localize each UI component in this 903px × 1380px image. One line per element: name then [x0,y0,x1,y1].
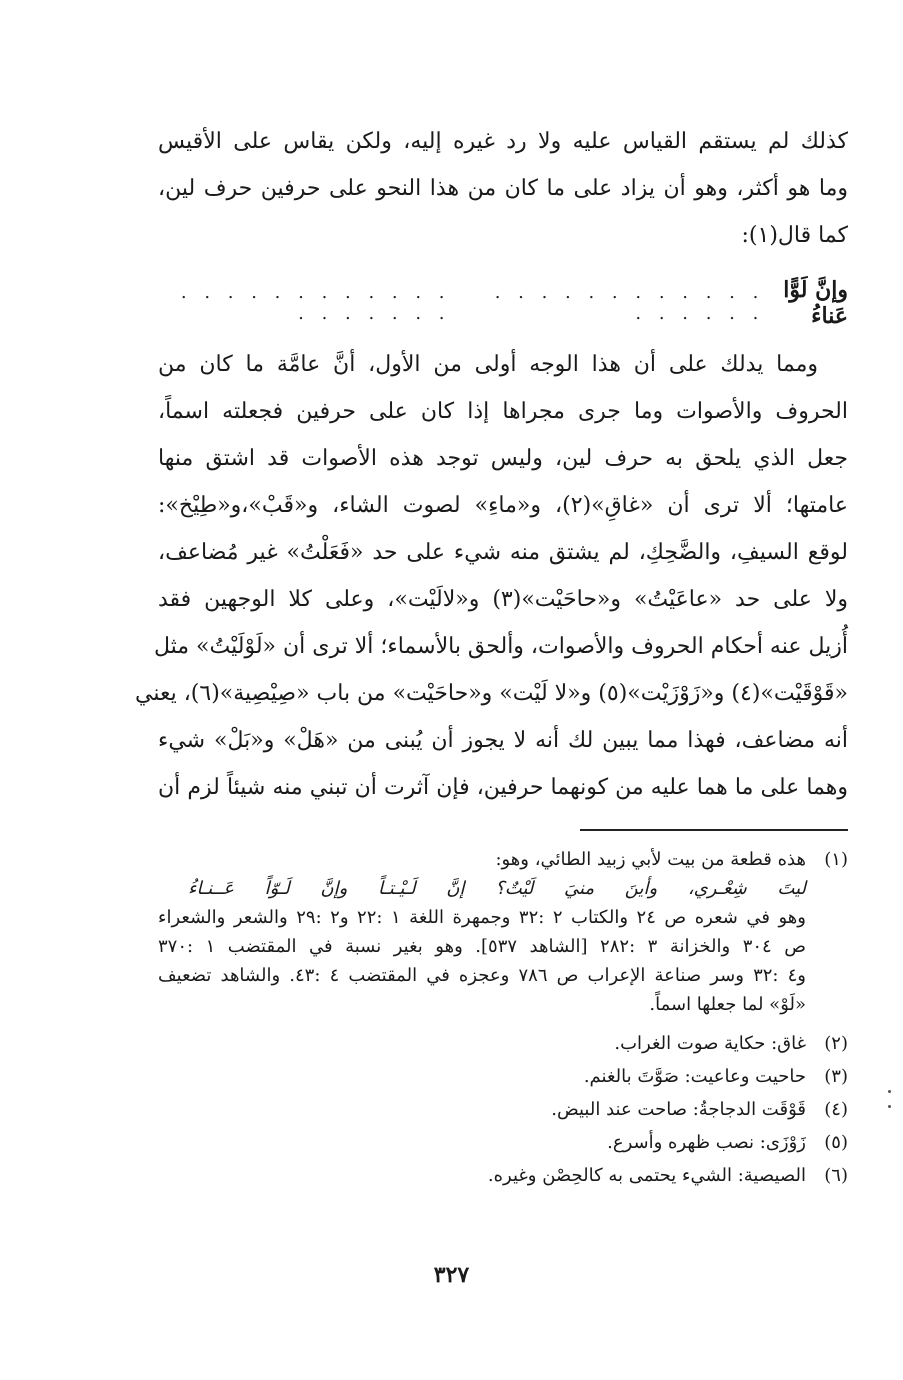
footnote-line: زَوْزَى: نصب ظهره وأسرع. [607,1132,806,1153]
text-line: الحروف والأصوات وما جرى مجراها إذا كان على حرفين فجعلته اسماً، [158,399,848,424]
text-line: أنه مضاعف، فهذا مما يبين لك أنه لا يجوز أن يُبنى من «هَلْ» و«بَلْ» شيء [158,728,848,753]
text-line: كما قال(١): [741,223,848,248]
text-line: «قَوْقَيْت»(٤) و«زَوْزَيْت»(٥) و«لا لَيْت» و«حاحَيْت» من باب «صِيْصِية»(٦)، يعني [134,681,848,706]
verse-line [158,277,848,329]
footnote-number: (٦) [824,1165,848,1186]
verse-hemistich: وإنَّ لَوًّا عَناءُ [783,277,848,329]
footnote-6 [158,1159,848,1192]
footnote-number: (٢) [824,1033,848,1054]
verse-dots-right: . . . . . . . . . . . . . . . . . . [494,282,765,324]
text-line: وما هو أكثر، وهو أن يزاد على ما كان من هذا النحو على حرفين حرف لين، [158,176,848,201]
verse-dots-left: . . . . . . . . . . . . . . . . . . . [180,282,451,324]
footnote-line: ص ٣٠٤ والخزانة ٣ :٢٨٢ [الشاهد ٥٣٧]. وهو بغير نسبة في المقتضب ١ :٣٧٠ [158,936,806,957]
footnote-number: (٤) [824,1099,848,1120]
footnote-line: قَوْقَت الدجاجةُ: صاحت عند البيض. [551,1099,806,1120]
margin-specks [888,1090,892,1120]
footnote-poem-line: ليتَ شِعْـري، وأينَ منيَ لَيْتٌ؟ إنَّ لَـيْـتـاً وإنَّ لَـوّاً عَــنـاءُ [188,878,806,899]
footnote-number: (١) [824,849,848,870]
footnotes [158,845,848,1192]
footnote-line: و٤ :٣٢ وسر صناعة الإعراب ص ٧٨٦ وعجزه في المقتضب ٤ :٤٣. والشاهد تضعيف [158,965,806,986]
page-number: ٣٢٧ [433,1262,470,1288]
footnote-line: هذه قطعة من بيت لأبي زبيد الطائي، وهو: [495,849,806,870]
text-line: ولا على حد «عاعَيْتُ» و«حاحَيْت»(٣) و«لالَيْت»، وعلى كلا الوجهين فقد [158,587,848,612]
short-footnotes [158,1027,848,1192]
footnote-number: (٥) [824,1132,848,1153]
footnote-2 [158,1027,848,1060]
footnote-separator [580,829,848,831]
footnote-body [158,845,806,1019]
footnote-3 [158,1060,848,1093]
footnote-4 [158,1093,848,1126]
text-line: ومما يدلك على أن هذا الوجه أولى من الأول، أنَّ عامَّة ما كان من [158,352,818,377]
footnote-line: غاق: حكاية صوت الغراب. [614,1033,806,1054]
text-line: كذلك لم يستقم القياس عليه ولا رد غيره إليه، ولكن يقاس على الأقيس [158,129,848,154]
text-line: وهما على ما هما عليه من كونهما حرفين، فإن آثرت أن تبني منه شيئاً لزم أن [158,775,848,800]
footnote-number: (٣) [824,1066,848,1087]
footnote-line: وهو في شعره ص ٢٤ والكتاب ٢ :٣٢ وجمهرة اللغة ١ :٢٢ و٢ :٢٩ والشعر والشعراء [158,907,806,928]
text-line: جعل الذي يلحق به حرف لين، وليس توجد هذه الأصوات قد اشتق منها [158,446,848,471]
footnote-line: «لَوْ» لما جعلها اسماً. [649,994,806,1015]
text-line: لوقع السيفِ، والضَّحِكِ، لم يشتق منه شيء على حد «فَعَلْتُ» غير مُضاعف، [158,540,849,565]
text-line: عامتها؛ ألا ترى أن «غاقِ»(٢)، و«ماءِ» لصوت الشاء، و«قَبْ»،و«طِيْخ»: [158,493,848,518]
footnote-line: حاحيت وعاعيت: صَوَّتَ بالغنم. [583,1066,806,1087]
footnote-line: الصيصية: الشيء يحتمى به كالحِصْن وغيره. [487,1165,806,1186]
main-text [134,118,849,811]
text-line: أُزيل عنه أحكام الحروف والأصوات، وألحق بالأسماء؛ ألا ترى أن «لَوْلَيْتُ» مثل [153,634,848,659]
footnote-5 [158,1126,848,1159]
footnote-1 [158,845,848,1019]
